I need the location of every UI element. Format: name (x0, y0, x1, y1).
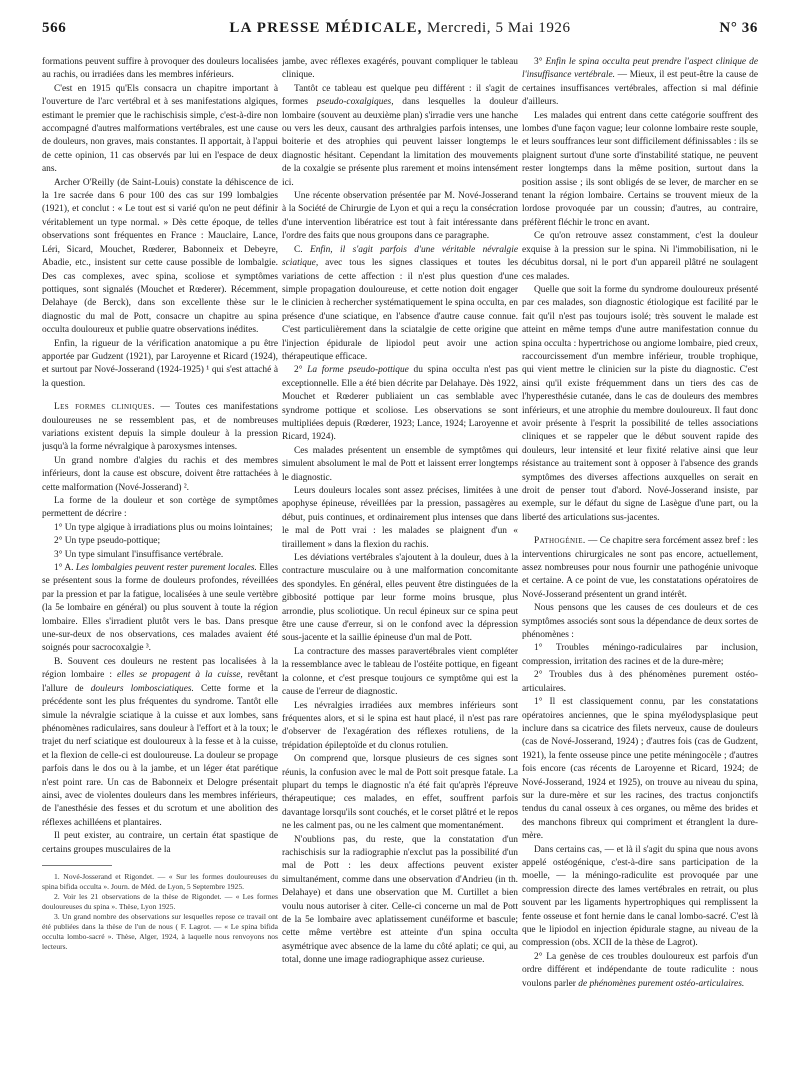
paragraph: Les malades qui entrent dans cette catégorie souffrent des lombes d'une façon vague; leur colonne lombaire reste souple, et leurs souffrances leur sont difficilement définissables : ils se plaignent surtout d'une sorte d'instabilité statique, ne peuvent rester longtemps dans la même position, surtout dans la position assise ; ils sont obligés de se lever, de marcher en se tenant la région lombaire. Certains se trouvent mieux de la lordose provoquée par un coussin; d'autres, au contraire, préfèrent fléchir le tronc en avant. (522, 110, 758, 228)
issue-date: Mercredi, 5 Mai 1926 (426, 20, 571, 36)
list-item: 3° Un type simulant l'insuffisance vertébrale. (54, 549, 224, 560)
paragraph: Quelle que soit la forme du syndrome douloureux présenté par ces malades, son diagnostic étiologique est facilité par le fait qu'il n'est pas toujours isolé; très souvent le malade est atteint en même temps d'une autre manifestation connue du spina occulta : hypertrichose ou angiome lombaire, pied creux, raccourcissement d'un membre inférieur, trouble trophique, qui vient mettre le clinicien sur la piste du diagnostic. C'est ainsi qu'il existe fréquemment dans un tiers des cas de l'hyperesthésie cutanée, dans le cas de douleurs des membres inférieurs, et une atrophie du membre douloureux. Il faut donc avoir présente à l'esprit la possibilité de telles associations cliniques et se rappeler que le début souvent rapide des douleurs, leur intensité et leur fixité relative ainsi que leur résistance au traitement sont à opposer à l'absence des grands symptômes des diverses affections auxquelles on serait en droit de penser tout d'abord. Nové-Josserand insiste, par exemple, sur le défaut du signe de Lasègue d'une part, ou la liberté des articulations sus-jacentes. (522, 284, 758, 523)
paragraph: Ces malades présentent un ensemble de symptômes qui simulent absolument le mal de Pott et laissent errer longtemps le diagnostic. (282, 445, 518, 483)
section-heading-pathogeny: Pathogénie. (534, 536, 586, 547)
footnote: 1. Nové-Josserand et Rigondet. — « Sur les formes douloureuses du spina bifida occulta ». Journ. de Méd. de Lyon, 5 Septembre 1925. (42, 871, 278, 891)
paragraph: 2° La genèse de ces troubles douloureux est parfois d'un ordre différent et indépendante de toute radiculite : nous voulons parler de phénomènes purement ostéo-articulaires. (522, 951, 758, 989)
section-heading-clinical-forms: Les formes cliniques. (54, 402, 155, 413)
journal-name: LA PRESSE MÉDICALE, (229, 20, 423, 36)
page-header (42, 20, 758, 42)
footnote: 3. Un grand nombre des observations sur lesquelles repose ce travail ont été publiées dans la thèse de l'un de nous ( F. Lagrot. — « Le spina bifida occulta lombo-sacré ». Thèse, Alger, 1924, à laquelle nous renvoyons nos lecteurs. (42, 911, 278, 951)
paragraph: Dans certains cas, — et là il s'agit du spina que nous avons appelé ostéogénique, c'est-à-dire sans participation de la moelle, — la méningo-radiculite est provoquée par une compression directe des lames vertébrales en retrait, ou plus souvent par les ligaments hypertrophiques qui remplissent la fente osseuse et font hernie dans le canal lombo-sacré. C'est là que le lipiodol en injection épidurale stagne, au niveau de la compression (obs. XCII de la thèse de Lagrot). (522, 844, 758, 949)
paragraph: 1° A. Les lombalgies peuvent rester purement locales. Elles se présentent sous la forme de douleurs profondes, réveillées par la pression et par la fatigue, localisées à une seule vertèbre (la 5e lombaire en général) ou plus souvent à toute la région lombaire. Elles s'irradient plutôt vers le bas. Dans presque une-sur-deux de nos observations, ces malades avaient été soignés pour sacrocoxalgie ³. (42, 563, 278, 654)
footnote-rule (42, 865, 112, 866)
paragraph: Il peut exister, au contraire, un certain état spastique de certains groupes musculaires de la (42, 831, 278, 855)
column-middle (282, 56, 518, 1066)
list-item: 2° Troubles dus à des phénomènes purement ostéo-articulaires. (522, 670, 758, 694)
section-paragraph: Les formes cliniques. — Toutes ces manifestations douloureuses ne se ressemblent pas, et de nombreuses variations existent depuis la simple douleur à la pression jusqu'à la forme névralgique à paroxysmes intenses. (42, 402, 278, 453)
section-paragraph: Pathogénie. — Ce chapitre sera forcément assez bref : les interventions chirurgicales ne sont pas encore, actuellement, assez nombreuses pour nous fournir une pathogénie univoque et certaine. A ce point de vue, les constatations opératoires de Nové-Josserand présentent un grand intérêt. (522, 536, 758, 600)
paragraph: B. Souvent ces douleurs ne restent pas localisées à la région lombaire : elles se propagent à la cuisse, revêtant l'allure de douleurs lombosciatiques. Cette forme et la précédente sont les plus fréquentes du syndrome. Tantôt elle simule la névralgie sciatique à la cuisse et aux lombes, sans phénomènes radiculaires, sans douleur à l'effort et à la toux; le trajet du nerf sciatique est douloureux à la fesse et à la cuisse, et la flexion de celle-ci est douloureuse. La douleur se propage parfois dans le dos ou à la jambe, et un léger état parétique n'est point rare. Un cas de Babonneix et Delogre présentait ainsi, avec de violentes douleurs dans les membres inférieurs, de l'anesthésie des fesses et du scrotum et une abolition des réflexes achilléens et plantaires. (42, 656, 278, 828)
paragraph: Une récente observation présentée par M. Nové-Josserand à la Société de Chirurgie de Lyon et qui a reçu la consécration d'une intervention libératrice est tout à fait intéressante dans l'ordre des faits que nous groupons dans ce paragraphe. (282, 191, 518, 242)
column-left (42, 56, 278, 1066)
page-number: 566 (42, 20, 67, 36)
paragraph: Archer O'Reilly (de Saint-Louis) constate la déhiscence de la 1re sacrée dans 6 pour 100 des cas sur 199 lombalgies (1921), et conclut : « Le tout est si varié qu'on ne peut définir véritablement un type normal. » Dès cette époque, de telles observations sont fréquentes en France : Mauclaire, Lance, Léri, Sicard, Mouchet, Rœderer, Babonneix et Debeyre, Abadie, etc., insistent sur cette cause possible de lombalgie. Des cas complexes, avec spina, scoliose et symptômes pottiques, sont signalés (Mouchet et Rœderer). Récemment, Delahaye (de Berck), dans son excellente thèse sur le diagnostic du mal de Pott, consacre un chapitre au spina occulta douloureux et publie quatre observations inédites. (42, 177, 278, 336)
running-title (42, 20, 758, 37)
paragraph: C'est en 1915 qu'Els consacra un chapitre important à l'ouverture de l'arc vertébral et à ses manifestations algiques, estimant le premier que le rachischisis simple, c'est-à-dire non accompagné d'autres malformations vertébrales, est une cause de douleurs, non graves, mais constantes. Il apportait, à l'appui de cette opinion, 11 cas observés par lui en l'espace de deux ans. (42, 83, 278, 175)
paragraph: On comprend que, lorsque plusieurs de ces signes sont réunis, la confusion avec le mal de Pott soit presque fatale. La plupart du temps le diagnostic n'a été fait qu'après l'épreuve thérapeutique; ces malades, en effet, souffrent parfois davantage lorsqu'ils sont couchés, et le corset plâtré et le repos ne les calment pas, ou ne les calment que momentanément. (282, 754, 518, 832)
footnote: 2. Voir les 21 observations de la thèse de Rigondet. — « Les formes douloureuses du spina ». Thèse, Lyon 1925. (42, 891, 278, 911)
paragraph: Enfin, la rigueur de la vérification anatomique a pu être apportée par Gudzent (1921), par Laroyenne et Ricard (1924), et surtout par Nové-Josserand (1924-1925) ¹ qui s'est attaché à la question. (42, 338, 278, 389)
list-item: 2° Un type pseudo-pottique; (54, 536, 161, 547)
issue-number: N° 36 (719, 20, 758, 36)
paragraph: formations peuvent suffire à provoquer des douleurs localisées au rachis, ou irradiées dans les membres inférieurs. (42, 57, 278, 81)
paragraph: jambe, avec réflexes exagérés, pouvant compliquer le tableau clinique. (282, 57, 518, 81)
column-right (522, 56, 758, 1066)
paragraph: 2° La forme pseudo-pottique du spina occulta n'est pas exceptionnelle. Elle a été bien décrite par Delahaye. Dès 1922, Mouchet et Rœderer publiaient un cas semblable avec syndrome pottique et scoliose. Les observations se sont multipliées depuis (Rœderer, 1923; Lance, 1924; Laroyenne et Ricard, 1924). (282, 365, 518, 443)
paragraph: Tantôt ce tableau est quelque peu différent : il s'agit de formes pseudo-coxalgiques, dans lesquelles la douleur lombaire (souvent au deuxième plan) s'irradie vers une hanche ou vers les deux, causant des arthralgies parfois intenses, une boiterie et des atrophies qui peuvent laisser longtemps le diagnostic hésitant. Cependant la limitation des mouvements de la coxalgie se présente plus rarement et moins intensément ici. (282, 83, 518, 188)
list-item: 1° Troubles méningo-radiculaires par inclusion, compression, irritation des racines et de la dure-mère; (522, 643, 758, 667)
paragraph: Ce qu'on retrouve assez constamment, c'est la douleur exquise à la pression sur le spina. Ni l'immobilisation, ni le décubitus dorsal, ni le port d'un appareil plâtré ne soulagent ces malades. (522, 231, 758, 282)
paragraph: 1° Il est classiquement connu, par les constatations opératoires anciennes, que le spina myélodysplasique peut inclure dans sa cicatrice des filets nerveux, cause de douleurs (cas de Nové-Josserand, 1924) ; d'autres fois (cas de Gudzent, 1921), la fente osseuse pince une petite méningocèle ; d'autres fois encore (cas récents de Laroyenne et Ricard, 1924; de Nové-Josserand, 1924 et 1925), on trouve au niveau du spina, sur la dure-mère et sur les racines, des tractus conjonctifs tendus du canal osseux à ces organes, ou même des brides et des manchons fibreux qui compriment et étranglent la dure-mère. (522, 697, 758, 842)
paragraph: N'oublions pas, du reste, que la constatation d'un rachischisis sur la radiographie n'exclut pas la possibilité d'un mal de Pott : les deux affections peuvent exister simultanément, comme dans une observation d'Andrieu (in th. Delahaye) et dans une observation que M. Curtillet a bien voulu nous autoriser à citer. Celle-ci concerne un mal de Pott de la 5e lombaire avec aplatissement cunéiforme et bascule; cette même vertèbre est atteinte d'un spina occulta asymétrique avec absence de la lame du côté aplati; ce qui, au total, donne une image radiographique assez curieuse. (282, 834, 518, 966)
paragraph: Un grand nombre d'algies du rachis et des membres inférieurs, dont la cause est obscure, doivent être rattachées à cette malformation (Nové-Josserand) ². (42, 455, 278, 493)
paragraph: La forme de la douleur et son cortège de symptômes permettent de décrire : (42, 496, 278, 520)
paragraph: Les névralgies irradiées aux membres inférieurs sont fréquentes alors, et si le spina est haut placé, il n'est pas rare d'observer de l'exagération des réflexes rotuliens, de la trépidation épileptoïde et du clonus rotulien. (282, 700, 518, 751)
list-item: 1° Un type algique à irradiations plus ou moins lointaines; (54, 522, 273, 533)
paragraph: C. Enfin, il s'agit parfois d'une véritable névralgie sciatique, avec tous les signes classiques et toutes les variations de cette affection : il n'est plus question d'une simple propagation douloureuse, et cette notion doit engager le clinicien à rechercher systématiquement le spina occulta, en présence d'une sciatique, en l'absence d'autre cause connue. C'est particulièrement dans la sciatalgie de cette origine que l'injection épidurale de lipiodol peut avoir une action thérapeutique efficace. (282, 244, 518, 362)
paragraph: 3° Enfin le spina occulta peut prendre l'aspect clinique de l'insuffisance vertébrale. — Mieux, il est peut-être la cause de certaines insuffisances vertébrales, affection si mal définie d'ailleurs. (522, 57, 758, 108)
paragraph: La contracture des masses paravertébrales vient compléter la ressemblance avec le tableau de l'ostéite pottique, en figeant la colonne, et c'est presque toujours ce symptôme qui est la cause de l'erreur de diagnostic. (282, 646, 518, 698)
paragraph: Nous pensons que les causes de ces douleurs et de ces symptômes associés sont sous la dépendance de deux sortes de phénomènes : (522, 603, 758, 641)
paragraph: Les déviations vertébrales s'ajoutent à la douleur, dues à la contracture musculaire ou à une malformation concomitante des spondyles. En général, elles peuvent être distinguées de la gibbosité pottique par leur forme moins brusque, plus arrondie, plus scoliotique. Un recul épineux sur ce spina peut être une cause d'erreur, si on le confond avec la dépression sous-jacente et la saillie épineuse d'un mal de Pott. (282, 553, 518, 644)
paragraph: Leurs douleurs locales sont assez précises, limitées à une apophyse épineuse, réveillées par la pression, passagères au début, puis continues, et ordinairement plus intenses que dans le mal de Pott vrai : les malades se plaignent d'un « tiraillement » dans la flexion du rachis. (282, 486, 518, 550)
